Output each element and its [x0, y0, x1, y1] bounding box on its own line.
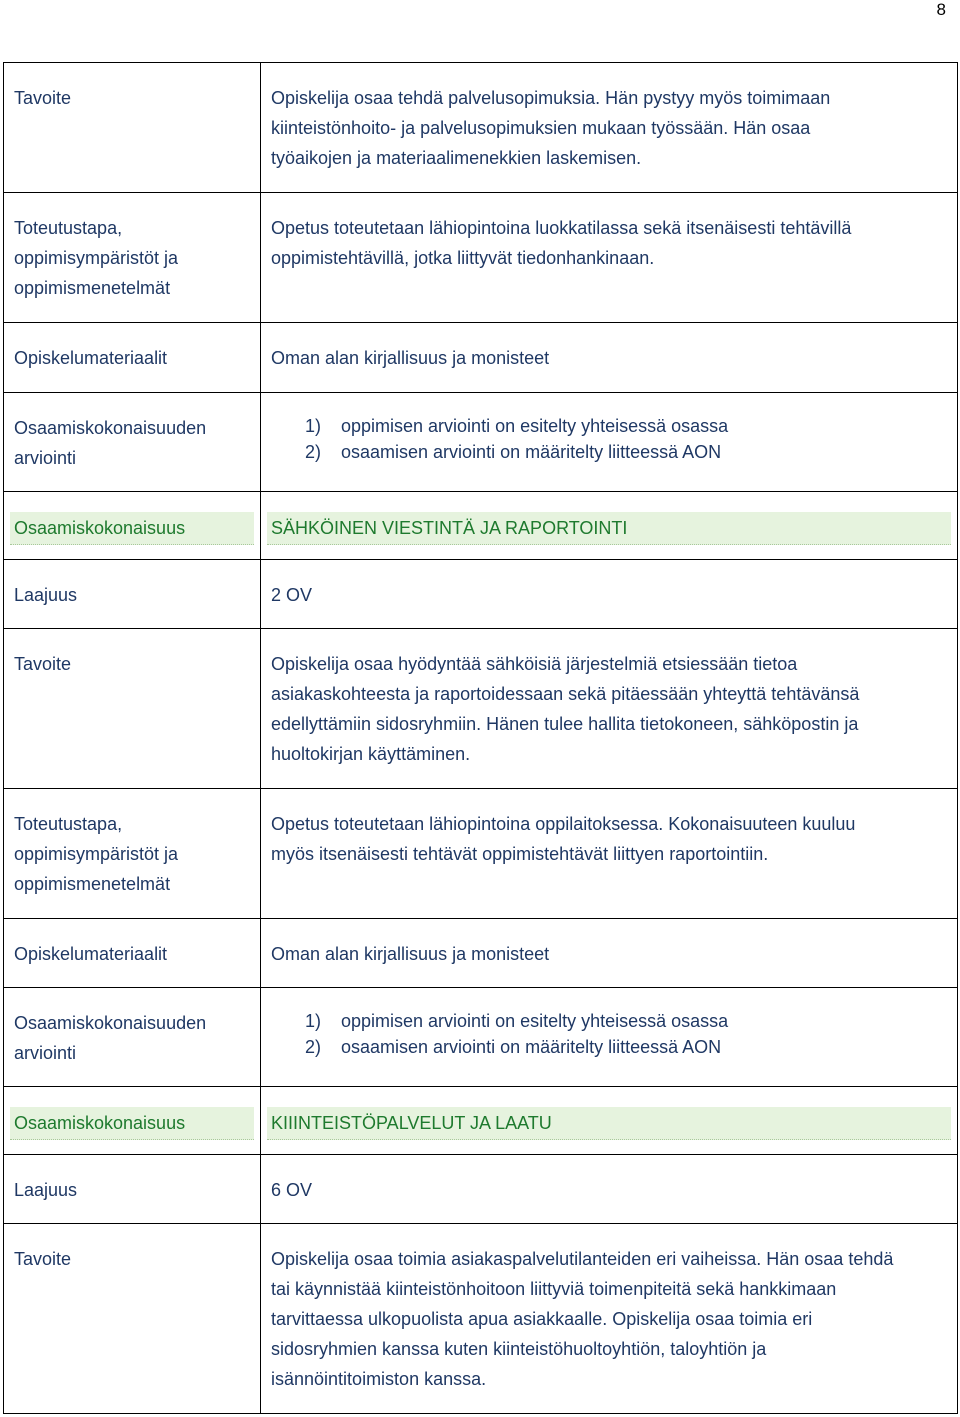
row-value [261, 1224, 958, 1414]
row-label [4, 492, 261, 560]
row-value [261, 988, 958, 1087]
text-line: Opetus toteutetaan lähiopintoina oppilaitoksessa. Kokonaisuuteen kuuluu [271, 814, 856, 834]
label-line: oppimismenetelmät [14, 874, 171, 894]
section-title: KIIINTEISTÖPALVELUT JA LAATU [267, 1107, 951, 1140]
label-text: Laajuus [14, 585, 78, 605]
label-line: Osaamiskokonaisuuden [14, 418, 207, 438]
table-row [4, 1224, 958, 1414]
section-header-row [4, 492, 958, 560]
table-row [4, 63, 958, 193]
text-line: kiinteistönhoito- ja palvelusopimuksien mukaan työssään. Hän osaa [271, 118, 811, 138]
label-text: Tavoite [14, 88, 72, 108]
table-row [4, 629, 958, 789]
text-line: tai käynnistää kiinteistönhoitoon liittyviä toimenpiteitä sekä hankkimaan [271, 1279, 837, 1299]
text-line: edellyttämiin sidosryhmiin. Hänen tulee hallita tietokoneen, sähköpostin ja [271, 714, 859, 734]
text-line: Opiskelija osaa tehdä palvelusopimuksia. Hän pystyy myös toimimaan [271, 88, 831, 108]
list-text: osaamisen arviointi on määritelty liitteessä AON [341, 442, 722, 462]
table-row [4, 988, 958, 1087]
section-title: SÄHKÖINEN VIESTINTÄ JA RAPORTOINTI [267, 512, 951, 545]
list-text: oppimisen arviointi on esitelty yhteisessä osassa [341, 1011, 729, 1031]
label-line: Osaamiskokonaisuuden [14, 1013, 207, 1033]
text-line: asiakaskohteesta ja raportoidessaan sekä pitäessään yhteyttä tehtävänsä [271, 684, 860, 704]
row-label [4, 193, 261, 323]
table-row [4, 393, 958, 492]
row-value [261, 560, 958, 629]
label-line: oppimisympäristöt ja [14, 844, 179, 864]
row-value [261, 1087, 958, 1155]
value-text: Oman alan kirjallisuus ja monisteet [271, 944, 550, 964]
value-text: Oman alan kirjallisuus ja monisteet [271, 348, 550, 368]
row-label [4, 1155, 261, 1224]
evaluation-list [271, 1008, 949, 1060]
label-line: oppimismenetelmät [14, 278, 171, 298]
row-value [261, 393, 958, 492]
text-line: Opetus toteutetaan lähiopintoina luokkatilassa sekä itsenäisesti tehtävillä [271, 218, 852, 238]
row-value [261, 1155, 958, 1224]
label-text: Tavoite [14, 1249, 72, 1269]
label-text: Opiskelumateriaalit [14, 348, 168, 368]
row-label [4, 629, 261, 789]
text-line: myös itsenäisesti tehtävät oppimistehtävät liittyen raportointiin. [271, 844, 769, 864]
row-label [4, 988, 261, 1087]
list-item [305, 1034, 949, 1060]
list-item [305, 413, 949, 439]
row-label [4, 1224, 261, 1414]
row-label [4, 323, 261, 393]
row-label [4, 63, 261, 193]
evaluation-list [271, 413, 949, 465]
text-line: tarvittaessa ulkopuolista apua asiakkaalle. Opiskelija osaa toimia eri [271, 1309, 813, 1329]
list-item [305, 439, 949, 465]
row-value [261, 629, 958, 789]
table-row [4, 1155, 958, 1224]
list-number: 2) [305, 1037, 322, 1057]
label-line: Toteutustapa, [14, 218, 123, 238]
label-text: Opiskelumateriaalit [14, 944, 168, 964]
list-number: 1) [305, 1011, 322, 1031]
text-line: huoltokirjan käyttäminen. [271, 744, 471, 764]
label-line: arviointi [14, 1043, 77, 1063]
value-text: 6 OV [271, 1180, 313, 1200]
value-text: 2 OV [271, 585, 313, 605]
row-value [261, 193, 958, 323]
row-value [261, 789, 958, 919]
table-row [4, 789, 958, 919]
section-label: Osaamiskokonaisuus [10, 1107, 254, 1140]
label-line: Toteutustapa, [14, 814, 123, 834]
row-label [4, 393, 261, 492]
table-row [4, 560, 958, 629]
row-label [4, 789, 261, 919]
list-text: osaamisen arviointi on määritelty liitteessä AON [341, 1037, 722, 1057]
row-label [4, 1087, 261, 1155]
list-item [305, 1008, 949, 1034]
row-value [261, 63, 958, 193]
curriculum-table [3, 62, 958, 1414]
text-line: oppimistehtävillä, jotka liittyvät tiedonhankinaan. [271, 248, 655, 268]
label-line: oppimisympäristöt ja [14, 248, 179, 268]
text-line: Opiskelija osaa hyödyntää sähköisiä järjestelmiä etsiessään tietoa [271, 654, 798, 674]
row-value [261, 492, 958, 560]
text-line: Opiskelija osaa toimia asiakaspalvelutilanteiden eri vaiheissa. Hän osaa tehdä [271, 1249, 894, 1269]
row-value [261, 323, 958, 393]
label-line: arviointi [14, 448, 77, 468]
list-number: 2) [305, 442, 322, 462]
text-line: työaikojen ja materiaalimenekkien laskemisen. [271, 148, 642, 168]
row-value [261, 919, 958, 988]
section-label: Osaamiskokonaisuus [10, 512, 254, 545]
list-number: 1) [305, 416, 322, 436]
table-row [4, 919, 958, 988]
text-line: sidosryhmien kanssa kuten kiinteistöhuoltoyhtiön, taloyhtiön ja [271, 1339, 767, 1359]
label-text: Tavoite [14, 654, 72, 674]
table-row [4, 323, 958, 393]
list-text: oppimisen arviointi on esitelty yhteisessä osassa [341, 416, 729, 436]
text-line: isännöintitoimiston kanssa. [271, 1369, 487, 1389]
page-number: 8 [936, 0, 946, 19]
row-label [4, 919, 261, 988]
label-text: Laajuus [14, 1180, 78, 1200]
row-label [4, 560, 261, 629]
section-header-row [4, 1087, 958, 1155]
table-row [4, 193, 958, 323]
